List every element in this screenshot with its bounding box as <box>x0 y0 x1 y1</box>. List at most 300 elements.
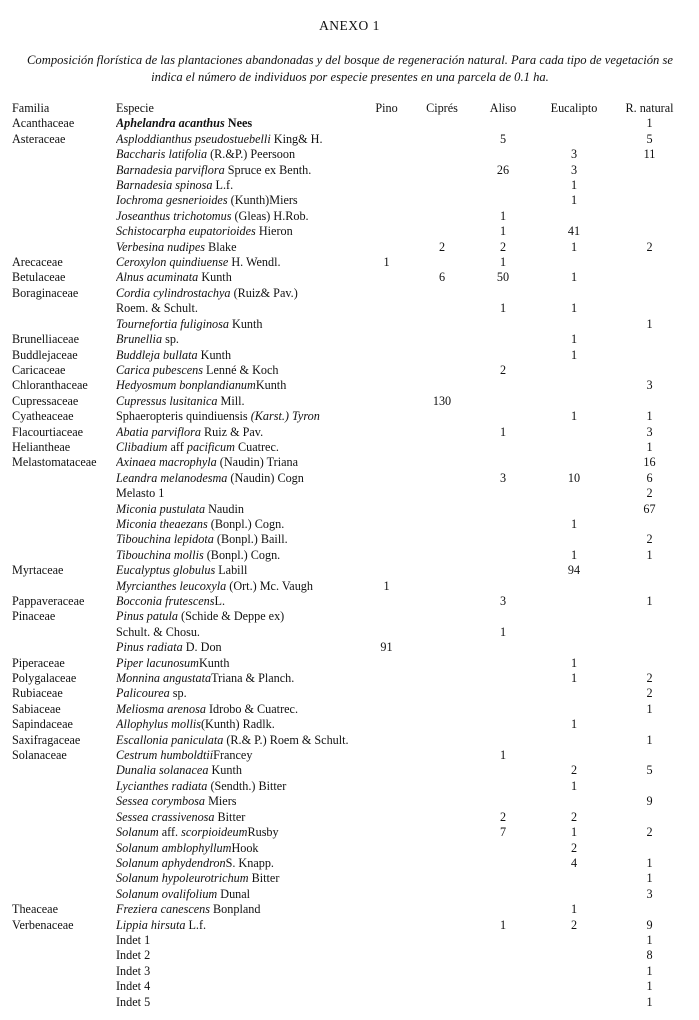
aliso-count-cell: 1 <box>499 224 507 239</box>
eucalipto-count-cell: 41 <box>567 224 581 239</box>
especie-cell <box>116 348 364 363</box>
cipres-count-cell <box>409 455 475 470</box>
especie-text-segment: Pinus patula <box>116 609 178 624</box>
especie-text-segment: Cestrum humboldtii <box>116 748 214 763</box>
cipres-count-cell: 6 <box>438 270 446 285</box>
especie-text-segment: Bitter <box>248 871 280 886</box>
familia-cell <box>12 471 116 486</box>
r-natural-count-cell <box>617 193 682 208</box>
eucalipto-count-cell: 1 <box>570 347 578 362</box>
pino-count-cell <box>364 286 409 301</box>
aliso-count-cell <box>475 948 531 963</box>
familia-cell <box>12 147 116 162</box>
r-natural-count-cell <box>617 640 682 655</box>
especie-text-segment: Bonpland <box>209 902 261 917</box>
aliso-count-cell: 2 <box>499 239 507 254</box>
table-row <box>12 255 682 270</box>
header-especie: Especie <box>116 101 154 115</box>
familia-cell <box>12 486 116 501</box>
aliso-count-cell: 1 <box>499 255 507 270</box>
r-natural-count-cell <box>617 810 682 825</box>
eucalipto-count-cell: 1 <box>570 193 578 208</box>
r-natural-count-cell: 1 <box>646 439 653 454</box>
especie-cell <box>116 440 364 455</box>
familia-cell <box>12 224 116 239</box>
aliso-count-cell <box>475 517 531 532</box>
table-row <box>12 779 682 794</box>
familia-cell: Cupressaceae <box>12 393 79 408</box>
especie-text-segment: Tibouchina lepidota <box>116 532 214 547</box>
aliso-count-cell <box>475 733 531 748</box>
aliso-count-cell <box>475 841 531 856</box>
table-row <box>12 763 682 778</box>
especie-cell <box>116 193 364 208</box>
aliso-count-cell <box>475 686 531 701</box>
especie-text-segment: Miconia theaezans <box>116 516 208 531</box>
especie-text-segment: Axinaea macrophyla <box>116 455 217 470</box>
eucalipto-count-cell <box>531 116 617 131</box>
table-row <box>12 440 682 455</box>
aliso-count-cell <box>475 964 531 979</box>
eucalipto-count-cell <box>531 363 617 378</box>
table-row <box>12 178 682 193</box>
familia-cell: Flacourtiaceae <box>12 424 84 439</box>
especie-cell <box>116 825 364 840</box>
especie-text-segment: Hieron <box>255 224 293 239</box>
table-row <box>12 748 682 763</box>
especie-text-segment: Blake <box>205 239 237 254</box>
eucalipto-count-cell <box>531 733 617 748</box>
aliso-count-cell <box>475 995 531 1010</box>
r-natural-count-cell <box>617 286 682 301</box>
cipres-count-cell <box>409 609 475 624</box>
cipres-count-cell <box>409 995 475 1010</box>
aliso-count-cell <box>475 717 531 732</box>
especie-cell <box>116 979 364 994</box>
especie-cell <box>116 255 364 270</box>
pino-count-cell <box>364 902 409 917</box>
aliso-count-cell <box>475 317 531 332</box>
especie-cell <box>116 378 364 393</box>
cipres-count-cell <box>409 502 475 517</box>
especie-text-segment: Baccharis latifolia <box>116 147 208 162</box>
especie-text-segment: S. Knapp. <box>225 855 274 870</box>
pino-count-cell <box>364 425 409 440</box>
especie-text-segment: Solanum amblophyllum <box>116 840 232 855</box>
cipres-count-cell <box>409 733 475 748</box>
eucalipto-count-cell: 10 <box>567 470 581 485</box>
pino-count-cell <box>364 748 409 763</box>
table-row <box>12 563 682 578</box>
aliso-count-cell <box>475 116 531 131</box>
especie-text-segment: (Karst.) Tyron <box>250 409 320 424</box>
aliso-count-cell: 7 <box>499 825 507 840</box>
especie-cell <box>116 640 364 655</box>
familia-cell: Rubiaceae <box>12 686 63 701</box>
familia-cell: Boraginaceae <box>12 285 79 300</box>
cipres-count-cell <box>409 640 475 655</box>
eucalipto-count-cell: 2 <box>570 809 578 824</box>
especie-text-segment: (Schide & Deppe ex) <box>177 609 285 624</box>
cipres-count-cell <box>409 717 475 732</box>
eucalipto-count-cell <box>531 317 617 332</box>
especie-text-segment: Bocconia frutescens <box>116 594 215 608</box>
pino-count-cell <box>364 702 409 717</box>
especie-cell <box>116 609 364 624</box>
cipres-count-cell <box>409 964 475 979</box>
cipres-count-cell <box>409 933 475 948</box>
r-natural-count-cell: 16 <box>643 455 656 470</box>
especie-text-segment: Eucalyptus globulus <box>116 563 216 578</box>
familia-cell <box>12 948 116 963</box>
pino-count-cell <box>364 825 409 840</box>
table-row <box>12 579 682 594</box>
especie-text-segment: Myrcianthes leucoxyla <box>116 578 227 593</box>
pino-count-cell <box>364 625 409 640</box>
r-natural-count-cell: 1 <box>646 547 653 562</box>
table-row <box>12 409 682 424</box>
header-cipres: Ciprés <box>426 101 458 115</box>
aliso-count-cell <box>475 887 531 902</box>
especie-cell <box>116 147 364 162</box>
especie-text-segment: Sessea corymbosa <box>116 794 206 809</box>
r-natural-count-cell <box>617 178 682 193</box>
pino-count-cell <box>364 995 409 1010</box>
familia-cell: Chloranthaceae <box>12 378 88 393</box>
especie-text-segment: Freziera canescens <box>116 902 210 917</box>
table-row <box>12 933 682 948</box>
especie-cell <box>116 471 364 486</box>
cipres-count-cell <box>409 378 475 393</box>
table-row <box>12 686 682 701</box>
aliso-count-cell: 1 <box>499 208 507 223</box>
eucalipto-count-cell: 1 <box>570 717 578 732</box>
pino-count-cell <box>364 810 409 825</box>
cipres-count-cell <box>409 409 475 424</box>
familia-cell: Polygalaceae <box>12 671 77 686</box>
especie-text-segment: scorpioideum <box>181 825 248 840</box>
r-natural-count-cell <box>617 841 682 856</box>
especie-cell <box>116 887 364 902</box>
aliso-count-cell <box>475 486 531 501</box>
table-row <box>12 132 682 147</box>
cipres-count-cell <box>409 579 475 594</box>
eucalipto-count-cell: 94 <box>567 563 581 578</box>
table-row <box>12 948 682 963</box>
especie-text-segment: King& H. <box>270 131 323 146</box>
pino-count-cell <box>364 733 409 748</box>
cipres-count-cell <box>409 440 475 455</box>
especie-cell <box>116 871 364 886</box>
cipres-count-cell: 130 <box>432 393 452 408</box>
especie-text-segment: Solanum hypoleurotrichum <box>116 871 249 886</box>
table-row <box>12 286 682 301</box>
especie-text-segment: Solanum ovalifolium <box>116 886 218 901</box>
especie-cell <box>116 178 364 193</box>
especie-text-segment: Dunalia solanacea <box>116 763 209 778</box>
pino-count-cell <box>364 502 409 517</box>
pino-count-cell <box>364 116 409 131</box>
table-row <box>12 548 682 563</box>
pino-count-cell <box>364 240 409 255</box>
eucalipto-count-cell: 1 <box>570 516 578 531</box>
r-natural-count-cell <box>617 332 682 347</box>
especie-text-segment: Carica pubescens <box>116 362 203 377</box>
table-row <box>12 224 682 239</box>
eucalipto-count-cell: 2 <box>570 763 578 778</box>
especie-text-segment: (Naudin) Triana <box>216 455 298 470</box>
r-natural-count-cell: 2 <box>646 532 653 547</box>
especie-text-segment: Rusby <box>247 825 279 840</box>
especie-cell <box>116 532 364 547</box>
aliso-count-cell <box>475 579 531 594</box>
familia-cell <box>12 841 116 856</box>
pino-count-cell <box>364 964 409 979</box>
familia-cell <box>12 887 116 902</box>
pino-count-cell <box>364 594 409 609</box>
cipres-count-cell <box>409 163 475 178</box>
especie-text-segment: pacificum <box>186 439 235 454</box>
aliso-count-cell <box>475 440 531 455</box>
cipres-count-cell: 2 <box>438 239 446 254</box>
familia-cell <box>12 317 116 332</box>
table-row <box>12 810 682 825</box>
especie-cell <box>116 286 364 301</box>
especie-cell <box>116 224 364 239</box>
especie-cell <box>116 579 364 594</box>
table-row <box>12 378 682 393</box>
table-row <box>12 918 682 933</box>
familia-cell <box>12 502 116 517</box>
cipres-count-cell <box>409 763 475 778</box>
especie-text-segment: Schult. & Chosu. <box>116 624 200 639</box>
especie-text-segment: aff. <box>158 825 182 840</box>
table-row <box>12 964 682 979</box>
especie-text-segment: Melasto 1 <box>116 486 165 501</box>
familia-cell: Asteraceae <box>12 131 66 146</box>
eucalipto-count-cell <box>531 579 617 594</box>
aliso-count-cell <box>475 394 531 409</box>
pino-count-cell: 1 <box>383 578 390 593</box>
especie-text-segment: Sphaeropteris quindiuensis <box>116 409 251 424</box>
species-table <box>12 101 682 1010</box>
aliso-count-cell <box>475 656 531 671</box>
aliso-count-cell <box>475 409 531 424</box>
r-natural-count-cell <box>617 163 682 178</box>
familia-cell <box>12 794 116 809</box>
r-natural-count-cell: 6 <box>646 470 653 485</box>
eucalipto-count-cell: 1 <box>570 547 578 562</box>
familia-cell: Arecaceae <box>12 255 63 270</box>
especie-text-segment: Labill <box>215 563 248 578</box>
table-row <box>12 363 682 378</box>
familia-cell <box>12 579 116 594</box>
r-natural-count-cell: 2 <box>646 686 653 701</box>
eucalipto-count-cell <box>531 871 617 886</box>
aliso-count-cell <box>475 563 531 578</box>
especie-text-segment: Cupressus lusitanica <box>116 393 218 408</box>
aliso-count-cell: 1 <box>499 917 507 932</box>
eucalipto-count-cell <box>531 640 617 655</box>
eucalipto-count-cell <box>531 486 617 501</box>
cipres-count-cell <box>409 517 475 532</box>
especie-cell <box>116 856 364 871</box>
especie-cell <box>116 132 364 147</box>
familia-cell: Solanaceae <box>12 748 67 763</box>
especie-cell <box>116 948 364 963</box>
cipres-count-cell <box>409 332 475 347</box>
aliso-count-cell <box>475 979 531 994</box>
r-natural-count-cell: 9 <box>646 917 653 932</box>
pino-count-cell <box>364 317 409 332</box>
especie-cell <box>116 794 364 809</box>
pino-count-cell <box>364 563 409 578</box>
especie-cell <box>116 163 364 178</box>
aliso-count-cell <box>475 763 531 778</box>
aliso-count-cell <box>475 332 531 347</box>
pino-count-cell <box>364 609 409 624</box>
especie-text-segment: (Kunth) Radlk. <box>200 717 275 732</box>
eucalipto-count-cell: 1 <box>570 332 578 347</box>
eucalipto-count-cell <box>531 209 617 224</box>
r-natural-count-cell <box>617 902 682 917</box>
aliso-count-cell <box>475 502 531 517</box>
r-natural-count-cell: 1 <box>646 979 653 994</box>
cipres-count-cell <box>409 255 475 270</box>
table-row <box>12 517 682 532</box>
cipres-count-cell <box>409 779 475 794</box>
especie-text-segment: Bitter <box>214 809 246 824</box>
familia-cell <box>12 240 116 255</box>
eucalipto-count-cell <box>531 502 617 517</box>
especie-cell <box>116 486 364 501</box>
especie-text-segment: Kunth <box>198 655 230 670</box>
pino-count-cell <box>364 193 409 208</box>
especie-cell <box>116 933 364 948</box>
aliso-count-cell <box>475 671 531 686</box>
r-natural-count-cell: 2 <box>646 239 653 254</box>
aliso-count-cell: 1 <box>499 748 507 763</box>
familia-cell: Acanthaceae <box>12 116 75 131</box>
aliso-count-cell: 1 <box>499 301 507 316</box>
especie-text-segment: (Bonpl.) Baill. <box>213 532 288 547</box>
table-row <box>12 825 682 840</box>
r-natural-count-cell: 3 <box>646 424 653 439</box>
cipres-count-cell <box>409 702 475 717</box>
table-row <box>12 841 682 856</box>
r-natural-count-cell: 8 <box>646 948 653 963</box>
cipres-count-cell <box>409 902 475 917</box>
r-natural-count-cell: 1 <box>646 409 653 424</box>
pino-count-cell <box>364 686 409 701</box>
r-natural-count-cell: 3 <box>646 886 653 901</box>
especie-cell <box>116 409 364 424</box>
especie-text-segment: Solanum <box>116 825 159 840</box>
cipres-count-cell <box>409 425 475 440</box>
especie-text-segment: Spruce ex Benth. <box>224 162 312 177</box>
especie-text-segment: (Gleas) H.Rob. <box>231 208 309 223</box>
aliso-count-cell <box>475 286 531 301</box>
familia-cell: Heliantheae <box>12 439 71 454</box>
especie-text-segment: Solanum aphydendron <box>116 855 226 870</box>
eucalipto-count-cell: 1 <box>570 409 578 424</box>
pino-count-cell <box>364 871 409 886</box>
table-header-row <box>12 101 682 116</box>
r-natural-count-cell <box>617 209 682 224</box>
especie-cell <box>116 116 364 131</box>
aliso-count-cell: 3 <box>499 594 507 608</box>
familia-cell <box>12 979 116 994</box>
pino-count-cell <box>364 887 409 902</box>
cipres-count-cell <box>409 286 475 301</box>
eucalipto-count-cell <box>531 532 617 547</box>
cipres-count-cell <box>409 887 475 902</box>
pino-count-cell <box>364 471 409 486</box>
table-row <box>12 979 682 994</box>
familia-cell <box>12 763 116 778</box>
eucalipto-count-cell <box>531 286 617 301</box>
table-row <box>12 486 682 501</box>
especie-text-segment: Indet 3 <box>116 963 151 978</box>
cipres-count-cell <box>409 132 475 147</box>
r-natural-count-cell: 11 <box>643 147 656 162</box>
eucalipto-count-cell <box>531 425 617 440</box>
familia-cell <box>12 532 116 547</box>
table-row <box>12 887 682 902</box>
r-natural-count-cell: 3 <box>646 378 653 393</box>
eucalipto-count-cell <box>531 887 617 902</box>
cipres-count-cell <box>409 486 475 501</box>
aliso-count-cell <box>475 902 531 917</box>
aliso-count-cell <box>475 933 531 948</box>
pino-count-cell <box>364 147 409 162</box>
aliso-count-cell <box>475 640 531 655</box>
r-natural-count-cell <box>617 717 682 732</box>
especie-text-segment: Kunth <box>255 378 287 393</box>
especie-text-segment: Indet 5 <box>116 994 151 1009</box>
especie-text-segment: Hook <box>231 840 259 855</box>
page-title: ANEXO 1 <box>319 18 380 33</box>
pino-count-cell <box>364 348 409 363</box>
eucalipto-count-cell: 1 <box>570 825 578 840</box>
especie-text-segment: L. <box>214 594 225 608</box>
cipres-count-cell <box>409 748 475 763</box>
r-natural-count-cell: 1 <box>646 116 653 131</box>
aliso-count-cell <box>475 779 531 794</box>
table-row <box>12 702 682 717</box>
cipres-count-cell <box>409 178 475 193</box>
familia-cell <box>12 640 116 655</box>
familia-cell: Buddlejaceae <box>12 347 78 362</box>
especie-cell <box>116 425 364 440</box>
table-row <box>12 717 682 732</box>
especie-cell <box>116 686 364 701</box>
aliso-count-cell <box>475 702 531 717</box>
pino-count-cell <box>364 856 409 871</box>
r-natural-count-cell <box>617 656 682 671</box>
especie-text-segment: (R.&P.) Peersoon <box>207 147 296 162</box>
familia-cell <box>12 163 116 178</box>
table-row <box>12 625 682 640</box>
especie-text-segment: Palicourea <box>116 686 170 701</box>
header-pino: Pino <box>375 101 398 115</box>
eucalipto-count-cell <box>531 702 617 717</box>
table-row <box>12 394 682 409</box>
aliso-count-cell: 26 <box>496 162 510 177</box>
especie-text-segment: Roem. & Schult. <box>116 301 198 316</box>
especie-cell <box>116 394 364 409</box>
r-natural-count-cell: 1 <box>646 871 653 886</box>
